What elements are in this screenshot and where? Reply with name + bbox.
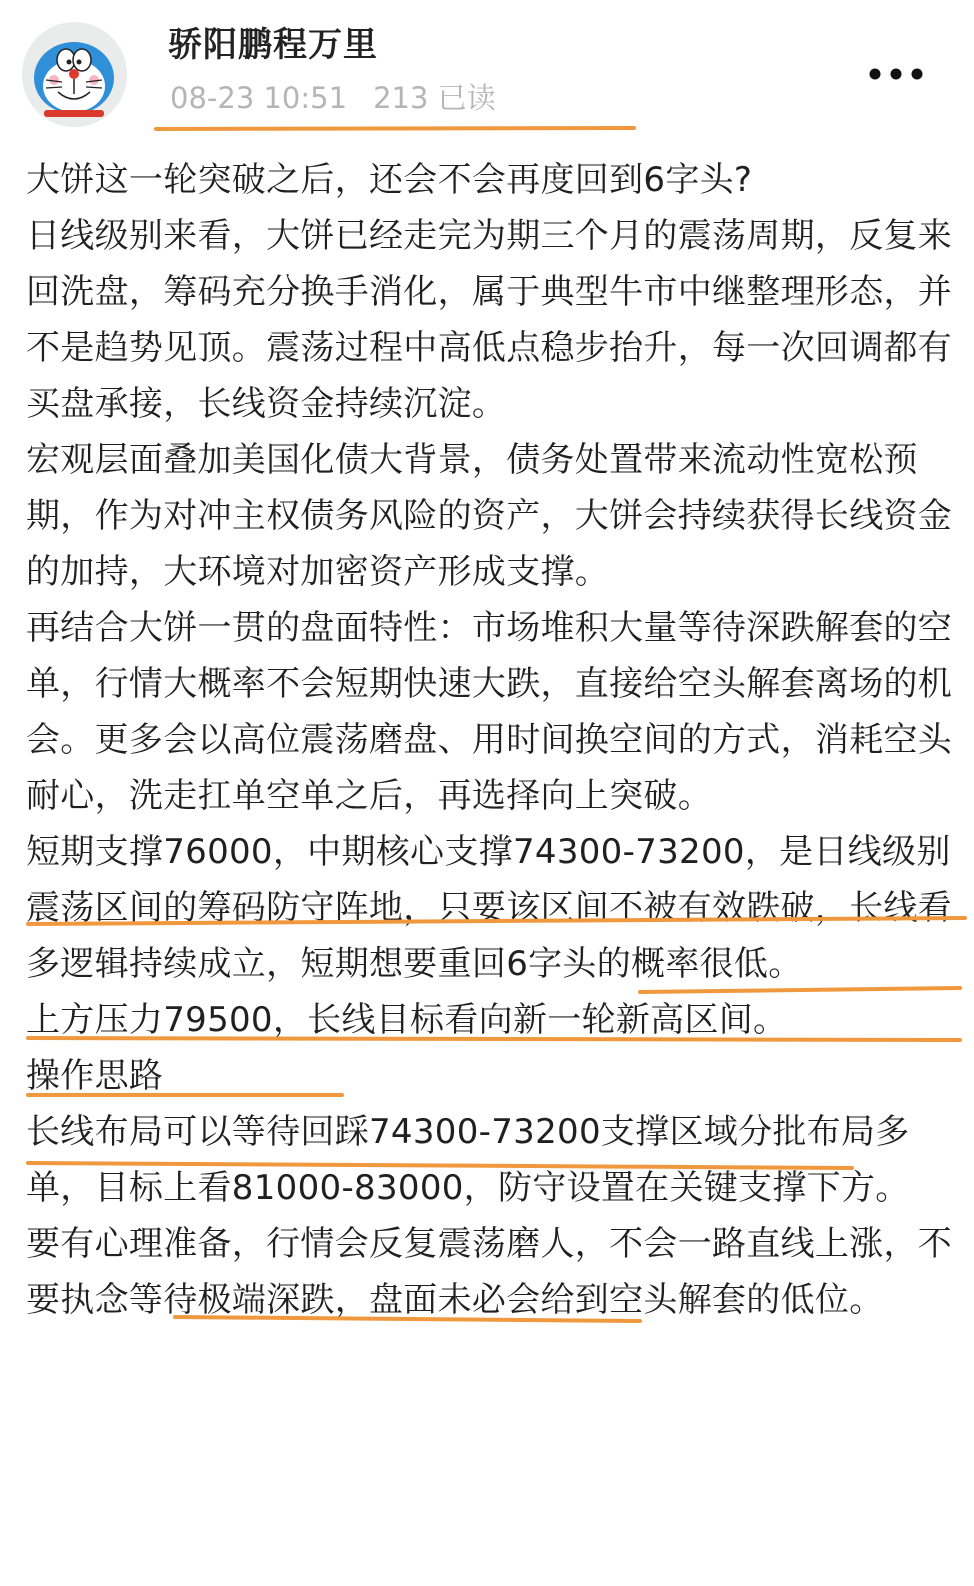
username[interactable]: 骄阳鹏程万里 (168, 25, 378, 65)
doraemon-avatar-icon (22, 22, 127, 127)
more-horizontal-icon (868, 67, 924, 81)
post-paragraph: 上方压力79500，长线目标看向新一轮新高区间。 (26, 1000, 788, 1040)
avatar[interactable] (22, 22, 127, 127)
read-count: 213 已读 (373, 81, 496, 115)
post-body (26, 152, 956, 1328)
post-paragraph: 短期支撑76000，中期核心支撑74300-73200，是日线级别震荡区间的筹码防守阵地，只要该区间不被有效跌破，长线看多逻辑持续成立，短期想要重回6字头的概率很低。 (26, 832, 953, 984)
post-meta (170, 78, 496, 118)
more-options-button[interactable] (856, 52, 936, 96)
underline-mark (156, 128, 634, 129)
post-paragraph: 操作思路 (26, 1056, 164, 1096)
post-timestamp: 08-23 10:51 (170, 81, 348, 115)
post-paragraph: 再结合大饼一贯的盘面特性：市场堆积大量等待深跌解套的空单，行情大概率不会短期快速大跌，直接给空头解套离场的机会。更多会以高位震荡磨盘、用时间换空间的方式，消耗空头耐心，洗走扛单空单之后，再选择向上突破。 (26, 608, 953, 816)
post-paragraph: 宏观层面叠加美国化债大背景，债务处置带来流动性宽松预期，作为对冲主权债务风险的资产，大饼会持续获得长线资金的加持，大环境对加密资产形成支撑。 (26, 440, 953, 592)
post-paragraph: 大饼这一轮突破之后，还会不会再度回到6字头? (26, 160, 753, 200)
post-paragraph: 日线级别来看，大饼已经走完为期三个月的震荡周期，反复来回洗盘，筹码充分换手消化，属于典型牛市中继整理形态，并不是趋势见顶。震荡过程中高低点稳步抬升，每一次回调都有买盘承接，长线资金持续沉淀。 (26, 216, 953, 424)
post-paragraph: 长线布局可以等待回踩74300-73200支撑区域分批布局多单，目标上看81000-83000，防守设置在关键支撑下方。 (26, 1112, 910, 1208)
post-paragraph: 要有心理准备，行情会反复震荡磨人，不会一路直线上涨，不要执念等待极端深跌，盘面未必会给到空头解套的低位。 (26, 1224, 953, 1320)
